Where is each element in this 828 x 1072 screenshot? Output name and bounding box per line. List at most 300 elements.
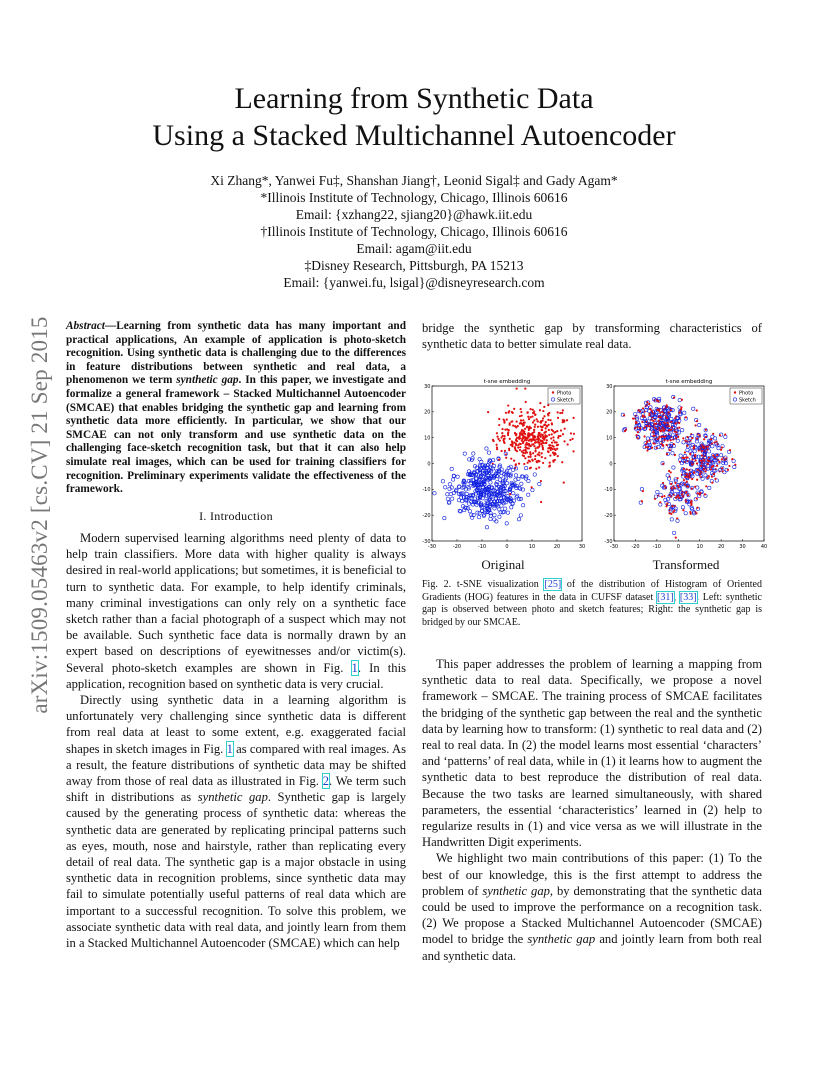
photo-point [534, 450, 536, 452]
photo-point [704, 493, 706, 495]
photo-point [561, 412, 563, 414]
photo-point [557, 417, 559, 419]
intro-p2-text-c: . We term such shift in distributions as [66, 774, 406, 805]
photo-point [643, 435, 645, 437]
photo-point [529, 408, 531, 410]
photo-point [696, 437, 698, 439]
intro-p2-text-d: . Synthetic gap is largely caused by the generating process of synthetic data: whereas the synthetic data are generated by replicating principal patterns such as eyes, mouth, nose and hairstyle, rather than replicating every detail of real data. The synthetic gap is a major obstacle in using synthetic data in recognition problems, since synthetic data may fail to simulate potentially useful patterns of real data which are important to a successful recognition. To solve this problem, we associate synthetic data with real data, and jointly learn from them in a Stacked Multichannel Autoencoder (SMCAE) which can help [66, 790, 406, 951]
photo-point [553, 432, 555, 434]
photo-point [515, 439, 517, 441]
photo-point [695, 424, 697, 426]
y-tick-label: -20 [604, 512, 613, 519]
photo-point [517, 444, 519, 446]
photo-point [659, 436, 661, 438]
photo-point [529, 453, 531, 455]
photo-point [674, 422, 676, 424]
photo-point [639, 427, 641, 429]
photo-point [707, 463, 709, 465]
photo-point [663, 428, 665, 430]
photo-point [524, 452, 526, 454]
caption-text-b: of the distribution of Histogram of Oriented Gradients (HOG) features in the data in CUFSF dataset [422, 579, 762, 603]
photo-point [534, 426, 536, 428]
photo-point [542, 448, 544, 450]
title-line-2: Using a Stacked Multichannel Autoencoder [152, 119, 676, 152]
photo-point [500, 436, 502, 438]
photo-point [691, 437, 693, 439]
intro-left-column [66, 530, 406, 951]
photo-point [561, 461, 563, 463]
photo-point [691, 463, 693, 465]
photo-point [707, 445, 709, 447]
tsne-svg-original [418, 376, 590, 554]
photo-point [530, 427, 532, 429]
photo-point [665, 505, 667, 507]
photo-point [661, 436, 663, 438]
photo-point [696, 497, 698, 499]
photo-point [507, 434, 509, 436]
author-block [0, 172, 828, 291]
photo-point [690, 504, 692, 506]
affiliation-1: *Illinois Institute of Technology, Chicago, Illinois 60616 [260, 190, 568, 205]
photo-point [552, 430, 554, 432]
x-tick-label: 30 [739, 544, 746, 550]
photo-point [564, 428, 566, 430]
y-tick-label: 20 [606, 409, 613, 416]
plot-frame [614, 386, 764, 541]
photo-point [526, 444, 528, 446]
photo-point [721, 467, 723, 469]
photo-point [641, 421, 643, 423]
photo-point [506, 418, 508, 420]
tsne-plot-original [418, 376, 590, 554]
photo-point [694, 486, 696, 488]
legend-photo-label: Photo [557, 390, 572, 397]
photo-point [563, 440, 565, 442]
photo-point [513, 460, 515, 462]
photo-point [563, 482, 565, 484]
photo-point [675, 437, 677, 439]
photo-point [503, 435, 505, 437]
photo-point [710, 468, 712, 470]
photo-point [532, 452, 534, 454]
x-tick-label: 20 [717, 544, 725, 550]
y-tick-label: 30 [606, 383, 613, 390]
photo-point [530, 440, 532, 442]
photo-point [542, 417, 544, 419]
fig2-link[interactable]: 2 [322, 774, 329, 789]
right-p2-text-a: We highlight two main contributions of this paper: (1) To the best of our knowledge, this is the first attempt to address the problem of [422, 851, 762, 898]
photo-point [513, 408, 515, 410]
photo-point [652, 420, 654, 422]
photo-point [527, 456, 529, 458]
photo-point [516, 450, 518, 452]
photo-point [543, 424, 545, 426]
email-3: Email: {yanwei.fu, lsigal}@disneyresearch.com [283, 275, 545, 290]
photo-point [696, 420, 698, 422]
photo-point [498, 418, 500, 420]
photo-point [686, 468, 688, 470]
right-p2-text-c: and jointly learn from both real and synthetic data. [422, 932, 762, 963]
photo-point [532, 409, 534, 411]
photo-point [669, 429, 671, 431]
photo-point [674, 487, 676, 489]
photo-point [543, 439, 545, 441]
photo-point [496, 436, 498, 438]
photo-point [551, 442, 553, 444]
photo-point [497, 438, 499, 440]
photo-point [520, 408, 522, 410]
photo-point [487, 411, 489, 413]
photo-point [642, 416, 644, 418]
photo-point [664, 487, 666, 489]
photo-point [520, 411, 522, 413]
photo-point [560, 429, 562, 431]
photo-point [547, 414, 549, 416]
legend-sketch-label: Sketch [739, 397, 756, 404]
photo-point [514, 447, 516, 449]
photo-point [695, 512, 697, 514]
photo-point [549, 462, 551, 464]
y-tick-label: 10 [606, 435, 613, 442]
photo-point [534, 436, 536, 438]
intro-p1-text-b: . In this application, recognition based on synthetic data is very crucial. [66, 660, 406, 691]
photo-point [521, 429, 523, 431]
x-tick-label: 40 [760, 544, 768, 550]
photo-point [669, 439, 671, 441]
photo-point [687, 494, 689, 496]
photo-point [520, 433, 522, 435]
photo-point [536, 461, 538, 463]
figure-2-caption [422, 579, 762, 629]
photo-point [542, 462, 544, 464]
photo-point [703, 438, 705, 440]
photo-point [715, 440, 717, 442]
photo-point [503, 422, 505, 424]
photo-point [540, 421, 542, 423]
photo-point [526, 451, 528, 453]
photo-point [539, 402, 541, 404]
y-tick-label: -10 [422, 487, 431, 494]
photo-point [508, 448, 510, 450]
photo-point [686, 445, 688, 447]
fig1-link-2[interactable]: 1 [226, 741, 233, 756]
photo-point [699, 492, 701, 494]
photo-point [690, 502, 692, 504]
photo-point [689, 473, 691, 475]
photo-point [515, 464, 517, 466]
photo-point [686, 476, 688, 478]
photo-point [691, 478, 693, 480]
arxiv-identifier: arXiv:1509.05463v2 [cs.CV] 21 Sep 2015 [27, 316, 52, 714]
photo-point [697, 469, 699, 471]
photo-point [524, 387, 526, 389]
photo-point [507, 412, 509, 414]
photo-point [533, 431, 535, 433]
photo-point [684, 483, 686, 485]
photo-point [567, 443, 569, 445]
photo-point [685, 492, 687, 494]
photo-point [712, 465, 714, 467]
plot-legend [548, 388, 580, 404]
photo-point [699, 473, 701, 475]
photo-point [528, 440, 530, 442]
photo-point [511, 440, 513, 442]
photo-point [562, 409, 564, 411]
photo-point [526, 412, 528, 414]
title-line-1: Learning from Synthetic Data [234, 82, 594, 115]
photo-point [641, 500, 643, 502]
plot-title: t-sne embedding [665, 379, 713, 385]
photo-point [537, 420, 539, 422]
photo-point [666, 453, 668, 455]
photo-point [549, 419, 551, 421]
photo-point [523, 455, 525, 457]
photo-point [512, 424, 514, 426]
photo-point [643, 427, 645, 429]
photo-point [534, 442, 536, 444]
photo-point [701, 454, 703, 456]
photo-point [669, 449, 671, 451]
legend-photo-label: Photo [739, 390, 754, 397]
photo-point [496, 444, 498, 446]
photo-point [492, 439, 494, 441]
photo-point [642, 407, 644, 409]
photo-point [685, 501, 687, 503]
photo-point [545, 421, 547, 423]
photo-point [547, 419, 549, 421]
photo-point [518, 436, 520, 438]
photo-point [705, 429, 707, 431]
photo-point [530, 456, 532, 458]
y-tick-label: 30 [424, 383, 431, 390]
intro-p2-text-b: as compared with real images. As a result, the feature distributions of synthetic data may be shifted away from those of real data as illustrated in Fig. [66, 741, 406, 789]
photo-point [714, 456, 716, 458]
photo-point [702, 446, 704, 448]
caption-text-a: Fig. 2. t-SNE visualization [422, 579, 545, 590]
photo-point [545, 442, 547, 444]
photo-point [509, 424, 511, 426]
photo-point [521, 438, 523, 440]
y-tick-label: 0 [427, 461, 431, 468]
photo-point [682, 509, 684, 511]
photo-point [524, 457, 526, 459]
photo-point [552, 448, 554, 450]
photo-point [696, 479, 698, 481]
photo-point [719, 434, 721, 436]
photo-point [670, 471, 672, 473]
email-1: Email: {xzhang22, sjiang20}@hawk.iit.edu [295, 207, 533, 222]
photo-point [666, 404, 668, 406]
photo-point [711, 476, 713, 478]
photo-point [637, 431, 639, 433]
photo-point [549, 444, 551, 446]
photo-point [515, 444, 517, 446]
photo-point [540, 439, 542, 441]
photo-point [701, 450, 703, 452]
photo-point [531, 434, 533, 436]
arxiv-sidebar [20, 300, 60, 730]
photo-point [547, 404, 549, 406]
photo-point [694, 454, 696, 456]
affiliation-3: ‡Disney Research, Pittsburgh, PA 15213 [304, 258, 524, 273]
photo-point [674, 482, 676, 484]
tsne-svg-transformed [600, 376, 772, 554]
photo-point [550, 437, 552, 439]
photo-point [536, 418, 538, 420]
photo-point [526, 426, 528, 428]
photo-point [676, 517, 678, 519]
photo-point [683, 479, 685, 481]
photo-point [541, 429, 543, 431]
y-tick-label: -20 [422, 512, 431, 519]
legend-photo-marker [734, 391, 736, 393]
photo-point [505, 412, 507, 414]
photo-point [683, 468, 685, 470]
photo-point [533, 429, 535, 431]
right-p2-text-b: , by demonstrating that the synthetic data could be used to improve the performance on a recognition task. (2) We propose a Stacked Multichannel Autoencoder (SMCAE) model to bridge the [422, 883, 762, 947]
photo-point [548, 434, 550, 436]
photo-point [658, 409, 660, 411]
x-tick-label: 10 [528, 544, 536, 550]
photo-point [533, 411, 535, 413]
photo-point [686, 473, 688, 475]
photo-point [550, 449, 552, 451]
photo-point [521, 450, 523, 452]
photo-point [704, 470, 706, 472]
photo-point [552, 436, 554, 438]
photo-point [664, 422, 666, 424]
photo-point [531, 486, 533, 488]
photo-point [553, 445, 555, 447]
photo-point [684, 451, 686, 453]
photo-point [534, 458, 536, 460]
ref-25-link[interactable]: [25] [544, 579, 562, 590]
photo-point [657, 438, 659, 440]
photo-point [716, 465, 718, 467]
photo-point [547, 451, 549, 453]
photo-point [544, 431, 546, 433]
email-2: Email: agam@iit.edu [356, 241, 472, 256]
photo-point [654, 498, 656, 500]
abstract-text-1: —Learning from synthetic data has many important and practical applications, An example of application is photo-sketch recognition. Using synthetic data is challenging due to the differences in feature distributions between synthetic and real data, a phenomenon we term [66, 320, 406, 387]
photo-point [637, 437, 639, 439]
photo-point [681, 399, 683, 401]
photo-point [566, 419, 568, 421]
y-tick-label: -30 [604, 538, 613, 545]
photo-point [540, 443, 542, 445]
y-tick-label: 10 [424, 435, 431, 442]
photo-point [523, 463, 525, 465]
photo-point [537, 426, 539, 428]
photo-point [677, 484, 679, 486]
photo-point [729, 449, 731, 451]
photo-point [516, 387, 518, 389]
photo-point [670, 483, 672, 485]
photo-point [674, 454, 676, 456]
photo-point [534, 424, 536, 426]
photo-point [696, 507, 698, 509]
fig1-link[interactable]: 1 [351, 660, 358, 675]
photo-point [711, 482, 713, 484]
photo-point [549, 447, 551, 449]
photo-point [656, 400, 658, 402]
photo-point [666, 422, 668, 424]
photo-point [531, 459, 533, 461]
photo-point [557, 455, 559, 457]
photo-point [541, 456, 543, 458]
photo-point [533, 439, 535, 441]
photo-point [571, 438, 573, 440]
photo-point [695, 459, 697, 461]
photo-point [529, 467, 531, 469]
photo-point [675, 537, 677, 539]
photo-point [520, 443, 522, 445]
photo-point [520, 419, 522, 421]
photo-point [712, 433, 714, 435]
photo-point [523, 431, 525, 433]
ref-33-link[interactable]: [33] [679, 591, 697, 603]
photo-point [681, 493, 683, 495]
photo-point [542, 436, 544, 438]
photo-point [505, 457, 507, 459]
photo-point [734, 464, 736, 466]
photo-point [687, 486, 689, 488]
photo-point [524, 446, 526, 448]
photo-point [532, 421, 534, 423]
photo-point [534, 413, 536, 415]
affiliation-2: †Illinois Institute of Technology, Chicago, Illinois 60616 [260, 224, 568, 239]
photo-point [549, 454, 551, 456]
photo-point [708, 475, 710, 477]
photo-point [528, 418, 530, 420]
photo-point [638, 409, 640, 411]
photo-point [537, 453, 539, 455]
photo-point [624, 430, 626, 432]
abstract-text-2: . In this paper, we investigate and formalize a general framework – Stacked Multichannel Autoencoder (SMCAE) that enables bridging the synthetic gap and learning from synthetic data more efficiently. In particular, we show that our SMCAE can not only transform and use synthetic data on the challenging face-sketch recognition task, but that it can also help simulate real images, which can be used for training classifiers for recognition. Preliminary experiments validate the effectiveness of the framework. [66, 374, 406, 496]
photo-point [506, 428, 508, 430]
photo-point [703, 468, 705, 470]
photo-point [554, 453, 556, 455]
photo-point [676, 477, 678, 479]
photo-point [691, 487, 693, 489]
photo-point [678, 497, 680, 499]
photo-point [693, 472, 695, 474]
x-tick-label: 0 [676, 544, 680, 550]
photo-point [687, 436, 689, 438]
photo-point [499, 440, 501, 442]
photo-point [662, 444, 664, 446]
photo-point [660, 416, 662, 418]
photo-point [652, 442, 654, 444]
right-column-body [422, 656, 762, 964]
photo-point [544, 457, 546, 459]
photo-point [545, 436, 547, 438]
photo-point [677, 436, 679, 438]
intro-right-continuation [422, 320, 762, 352]
y-tick-label: 0 [609, 461, 613, 468]
photo-point [573, 433, 575, 435]
photo-point [572, 450, 574, 452]
photo-point [661, 496, 663, 498]
photo-point [700, 465, 702, 467]
ref-31-link[interactable]: [31] [656, 591, 674, 603]
right-paragraph-1: This paper addresses the problem of learning a mapping from synthetic data to real data. Specifically, we propose a novel framework – SMCAE. The training process of SMCAE facilitates the bridging of the synthetic gap between the real and the synthetic data by learning how to transform: (1) synthetic to real data and (2) real to real data. In (2) the model learns most essential ‘characters’ and ‘patterns’ of real data, while in (1) it learns how to augment the synthetic data to best reproduce the distribution of real data. Because the two tasks are learned simultaneously, with shared parameters, the essential ‘characteristics’ learned in (2) help to regularize results in (1) and vice versa as we will illustrate in the Handwritten Digit experiments. [422, 657, 762, 850]
photo-point [515, 433, 517, 435]
photo-point [543, 406, 545, 408]
photo-point [665, 415, 667, 417]
x-tick-label: -30 [427, 544, 437, 550]
photo-point [518, 463, 520, 465]
